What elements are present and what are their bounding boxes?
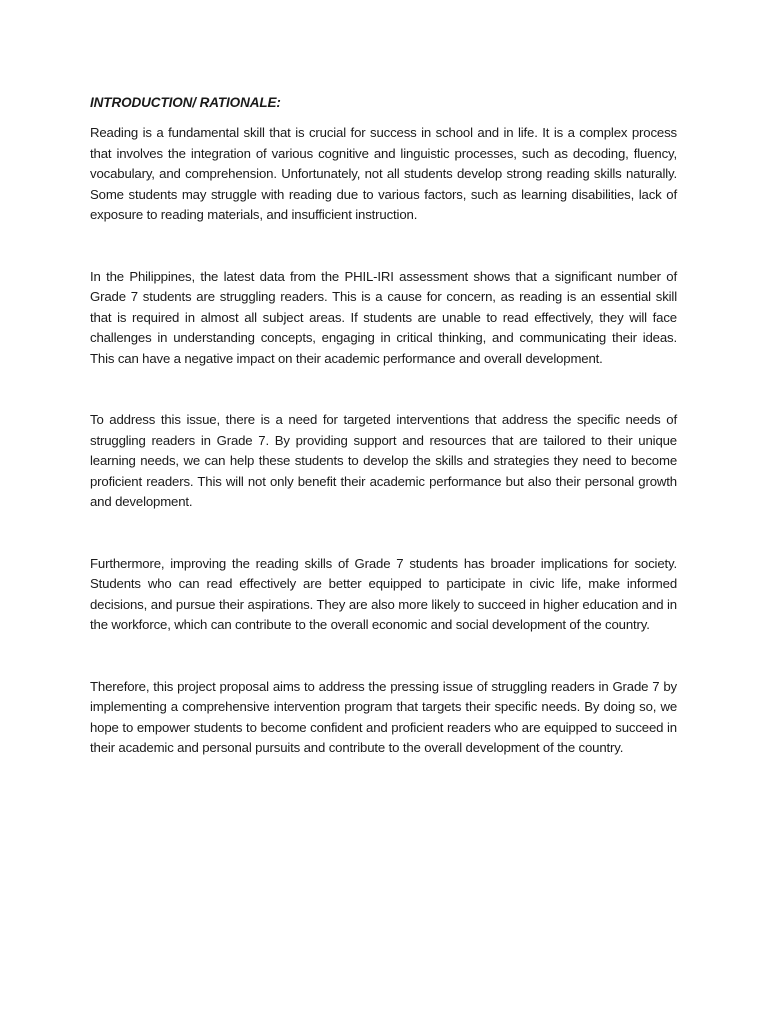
section-heading: INTRODUCTION/ RATIONALE: (90, 95, 281, 110)
paragraph-philippines-data: In the Philippines, the latest data from the PHIL-IRI assessment shows that a significant number of Grade 7 students are struggling readers. This is a cause for concern, as reading is an essential skill that is required in almost all subject areas. If students are unable to read effectively, they will face challenges in understanding concepts, engaging in critical thinking, and communicating their ideas. This can have a negative impact on their academic performance and overall development. (90, 268, 677, 366)
document-body (90, 94, 677, 759)
paragraph-reading-importance: Reading is a fundamental skill that is crucial for success in school and in life. It is a complex process that involves the integration of various cognitive and linguistic processes, such as decoding, fluency, vocabulary, and comprehension. Unfortunately, not all students develop strong reading skills naturally. Some students may struggle with reading due to various factors, such as learning disabilities, lack of exposure to reading materials, and insufficient instruction. (90, 125, 677, 222)
paragraph-broader-implications: Furthermore, improving the reading skills of Grade 7 students has broader implications for society. Students who can read effectively are better equipped to participate in civic life, make informed decisions, and pursue their aspirations. They are also more likely to succeed in higher education and in the workforce, which can contribute to the overall economic and social development of the country. (90, 555, 677, 632)
paragraph-targeted-interventions: To address this issue, there is a need for targeted interventions that address the specific needs of struggling readers in Grade 7. By providing support and resources that are tailored to their unique learning needs, we can help these students to develop the skills and strategies they need to become proficient readers. This will not only benefit their academic performance but also their personal growth and development. (90, 412, 677, 509)
paragraph-project-aim: Therefore, this project proposal aims to address the pressing issue of struggling readers in Grade 7 by implementing a comprehensive intervention program that targets their specific needs. By doing so, we hope to empower students to become confident and proficient readers who are equipped to succeed in their academic and personal pursuits and contribute to the overall development of the country. (90, 678, 677, 755)
